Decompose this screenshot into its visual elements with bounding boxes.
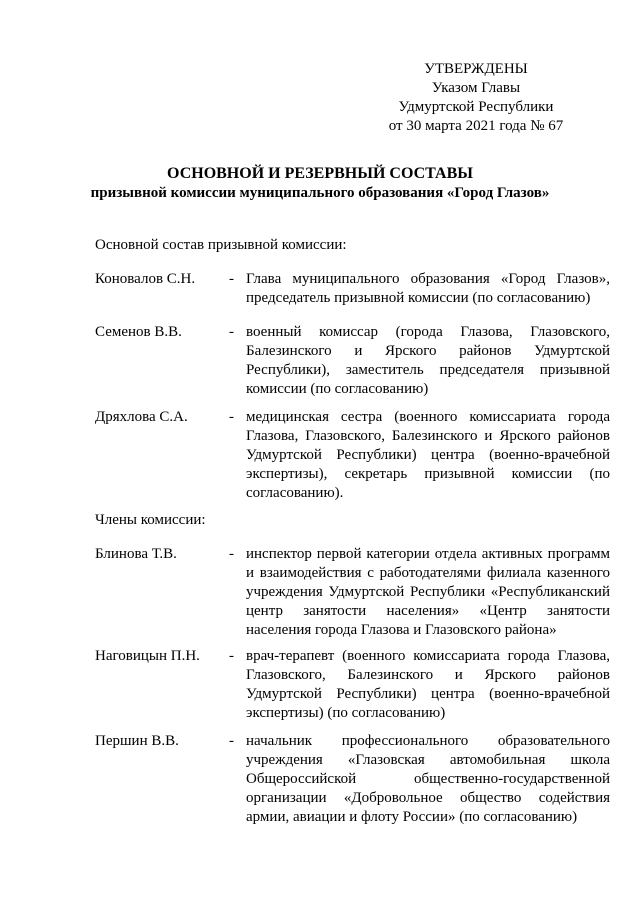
approval-line-republic: Удмуртской Республики [398,99,554,115]
member-name: Коновалов С.Н. [95,271,196,287]
member-name: Семенов В.В. [95,324,182,340]
member-dash: - [229,324,234,340]
approval-stamp [376,60,576,136]
members-section-label: Члены комиссии: [95,512,206,528]
member-description: Глава муниципального образования «Город Глазов», председатель призывной комиссии (по согласованию) [246,271,610,306]
document-subtitle: призывной комиссии муниципального образования «Город Глазов» [90,185,550,201]
approval-line-approved: УТВЕРЖДЕНЫ [424,61,528,77]
member-dash: - [229,546,234,562]
approval-line-date: от 30 марта 2021 года № 67 [388,118,564,134]
member-description: инспектор первой категории отдела активных программ и взаимодействия с работодателями филиала казенного учреждения Удмуртской Республики «Республиканский центр занятости населения» «Центр занятости населения города Глазова и Глазовского района» [246,546,610,638]
member-name: Дряхлова С.А. [95,409,188,425]
member-description: начальник профессионального образовательного учреждения «Глазовская автомобильная школа Общероссийской общественно-государственной организации «Добровольное общество содействия армии, авиации и флоту России» (по согласованию) [246,733,610,825]
approval-line-decree: Указом Главы [431,80,521,96]
main-section-label: Основной состав призывной комиссии: [95,237,347,253]
document-heading [60,164,580,203]
member-dash: - [229,648,234,664]
member-dash: - [229,409,234,425]
member-name: Наговицын П.Н. [95,648,200,664]
member-name: Першин В.В. [95,733,179,749]
member-description: военный комиссар (города Глазова, Глазовского, Балезинского и Ярского районов Удмуртской Республики), заместитель председателя призывной комиссии (по согласованию) [246,324,610,397]
document-title: ОСНОВНОЙ И РЕЗЕРВНЫЙ СОСТАВЫ [167,165,473,182]
member-description: медицинская сестра (военного комиссариата города Глазова, Глазовского, Балезинского и Ярского районов Удмуртской Республики) центра (военно-врачебной экспертизы), секретарь призывной комиссии (по согласованию). [246,409,610,501]
member-name: Блинова Т.В. [95,546,177,562]
member-description: врач-терапевт (военного комиссариата города Глазова, Глазовского, Балезинского и Ярского районов Удмуртской Республики) центра (военно-врачебной экспертизы) (по согласованию) [246,648,610,721]
member-dash: - [229,271,234,287]
member-dash: - [229,733,234,749]
